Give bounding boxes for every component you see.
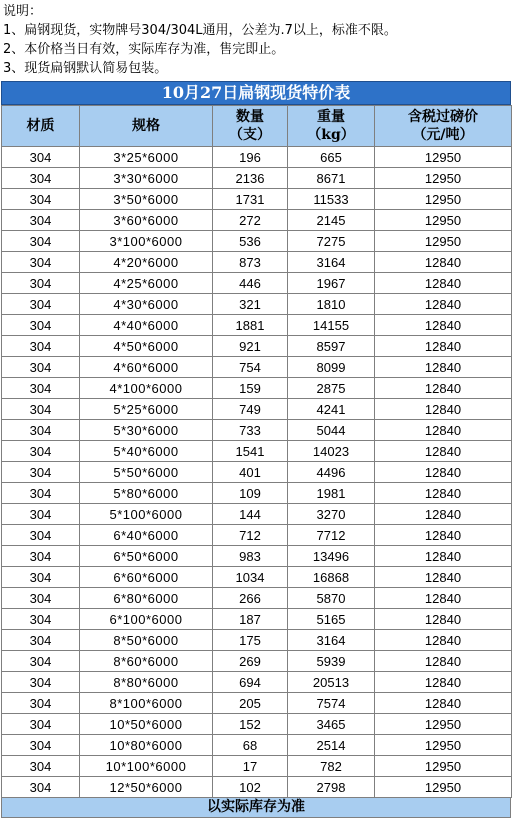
cell-quantity: 102 — [213, 777, 288, 798]
cell-quantity: 272 — [213, 210, 288, 231]
table-row — [2, 504, 512, 525]
table-row — [2, 441, 512, 462]
cell-weight: 1981 — [288, 483, 375, 504]
cell-quantity: 205 — [213, 693, 288, 714]
cell-weight: 3465 — [288, 714, 375, 735]
cell-price: 12840 — [375, 693, 512, 714]
cell-spec: 4*25*6000 — [80, 273, 213, 294]
cell-quantity: 196 — [213, 147, 288, 168]
cell-price: 12840 — [375, 630, 512, 651]
cell-weight: 5939 — [288, 651, 375, 672]
cell-spec: 10*100*6000 — [80, 756, 213, 777]
cell-quantity: 536 — [213, 231, 288, 252]
cell-weight: 5870 — [288, 588, 375, 609]
table-row — [2, 672, 512, 693]
cell-quantity: 187 — [213, 609, 288, 630]
cell-material: 304 — [2, 420, 80, 441]
table-row — [2, 168, 512, 189]
cell-quantity: 754 — [213, 357, 288, 378]
cell-weight: 1967 — [288, 273, 375, 294]
cell-spec: 8*100*6000 — [80, 693, 213, 714]
note-item: 3、现货扁钢默认简易包装。 — [3, 61, 168, 76]
cell-price: 12950 — [375, 777, 512, 798]
cell-spec: 4*20*6000 — [80, 252, 213, 273]
cell-weight: 2514 — [288, 735, 375, 756]
table-row — [2, 399, 512, 420]
table-row — [2, 525, 512, 546]
note-item: 1、扁钢现货，实物牌号304/304L通用，公差为.7以上，标准不限。 — [3, 23, 397, 38]
table-footer: 以实际库存为准 — [1, 797, 511, 818]
cell-material: 304 — [2, 546, 80, 567]
cell-price: 12840 — [375, 399, 512, 420]
table-row — [2, 294, 512, 315]
cell-material: 304 — [2, 777, 80, 798]
cell-weight: 11533 — [288, 189, 375, 210]
cell-quantity: 694 — [213, 672, 288, 693]
cell-price: 12950 — [375, 231, 512, 252]
cell-quantity: 321 — [213, 294, 288, 315]
cell-price: 12840 — [375, 357, 512, 378]
cell-quantity: 144 — [213, 504, 288, 525]
table-title: 10月27日扁钢现货特价表 — [1, 81, 511, 105]
cell-spec: 5*30*6000 — [80, 420, 213, 441]
cell-weight: 2798 — [288, 777, 375, 798]
cell-quantity: 2136 — [213, 168, 288, 189]
cell-weight: 665 — [288, 147, 375, 168]
cell-spec: 12*50*6000 — [80, 777, 213, 798]
table-row — [2, 630, 512, 651]
cell-price: 12840 — [375, 420, 512, 441]
cell-price: 12840 — [375, 672, 512, 693]
table-header — [2, 106, 512, 147]
cell-material: 304 — [2, 147, 80, 168]
cell-quantity: 266 — [213, 588, 288, 609]
cell-spec: 3*60*6000 — [80, 210, 213, 231]
cell-price: 12840 — [375, 294, 512, 315]
cell-spec: 4*30*6000 — [80, 294, 213, 315]
table-row — [2, 252, 512, 273]
cell-material: 304 — [2, 756, 80, 777]
cell-spec: 5*100*6000 — [80, 504, 213, 525]
cell-quantity: 68 — [213, 735, 288, 756]
cell-quantity: 921 — [213, 336, 288, 357]
cell-weight: 8597 — [288, 336, 375, 357]
cell-price: 12950 — [375, 756, 512, 777]
cell-quantity: 401 — [213, 462, 288, 483]
cell-spec: 5*25*6000 — [80, 399, 213, 420]
cell-weight: 5044 — [288, 420, 375, 441]
cell-quantity: 175 — [213, 630, 288, 651]
cell-material: 304 — [2, 441, 80, 462]
cell-price: 12840 — [375, 651, 512, 672]
cell-material: 304 — [2, 588, 80, 609]
cell-price: 12840 — [375, 273, 512, 294]
header-spec: 规格 — [80, 106, 213, 147]
cell-weight: 13496 — [288, 546, 375, 567]
cell-material: 304 — [2, 735, 80, 756]
cell-spec: 5*40*6000 — [80, 441, 213, 462]
cell-material: 304 — [2, 504, 80, 525]
cell-spec: 8*50*6000 — [80, 630, 213, 651]
cell-material: 304 — [2, 210, 80, 231]
cell-spec: 8*80*6000 — [80, 672, 213, 693]
cell-quantity: 446 — [213, 273, 288, 294]
cell-material: 304 — [2, 315, 80, 336]
header-quantity: 数量 （支） — [213, 106, 288, 147]
cell-weight: 7712 — [288, 525, 375, 546]
table-row — [2, 777, 512, 798]
cell-material: 304 — [2, 672, 80, 693]
cell-spec: 5*50*6000 — [80, 462, 213, 483]
cell-quantity: 1881 — [213, 315, 288, 336]
cell-weight: 3164 — [288, 630, 375, 651]
table-row — [2, 735, 512, 756]
cell-weight: 14023 — [288, 441, 375, 462]
cell-weight: 3164 — [288, 252, 375, 273]
cell-spec: 4*40*6000 — [80, 315, 213, 336]
cell-weight: 7275 — [288, 231, 375, 252]
cell-material: 304 — [2, 168, 80, 189]
cell-spec: 6*50*6000 — [80, 546, 213, 567]
cell-weight: 782 — [288, 756, 375, 777]
cell-price: 12840 — [375, 462, 512, 483]
table-row — [2, 609, 512, 630]
cell-weight: 8671 — [288, 168, 375, 189]
cell-spec: 6*60*6000 — [80, 567, 213, 588]
cell-weight: 2145 — [288, 210, 375, 231]
cell-price: 12840 — [375, 546, 512, 567]
cell-spec: 6*100*6000 — [80, 609, 213, 630]
cell-material: 304 — [2, 357, 80, 378]
note-item: 2、本价格当日有效，实际库存为准，售完即止。 — [3, 42, 285, 57]
cell-price: 12840 — [375, 483, 512, 504]
table-row — [2, 357, 512, 378]
table-row — [2, 567, 512, 588]
cell-quantity: 109 — [213, 483, 288, 504]
cell-material: 304 — [2, 483, 80, 504]
cell-weight: 3270 — [288, 504, 375, 525]
table-row — [2, 483, 512, 504]
cell-spec: 4*60*6000 — [80, 357, 213, 378]
cell-material: 304 — [2, 567, 80, 588]
cell-price: 12840 — [375, 504, 512, 525]
cell-material: 304 — [2, 609, 80, 630]
header-material: 材质 — [2, 106, 80, 147]
cell-quantity: 1541 — [213, 441, 288, 462]
cell-spec: 3*25*6000 — [80, 147, 213, 168]
cell-spec: 8*60*6000 — [80, 651, 213, 672]
cell-material: 304 — [2, 462, 80, 483]
header-row — [2, 106, 512, 147]
cell-price: 12950 — [375, 168, 512, 189]
cell-weight: 4496 — [288, 462, 375, 483]
cell-material: 304 — [2, 630, 80, 651]
cell-price: 12840 — [375, 315, 512, 336]
cell-weight: 7574 — [288, 693, 375, 714]
notes-section — [0, 0, 512, 80]
cell-spec: 3*30*6000 — [80, 168, 213, 189]
cell-quantity: 159 — [213, 378, 288, 399]
cell-spec: 10*80*6000 — [80, 735, 213, 756]
cell-spec: 6*80*6000 — [80, 588, 213, 609]
cell-material: 304 — [2, 399, 80, 420]
cell-material: 304 — [2, 336, 80, 357]
table-row — [2, 189, 512, 210]
cell-quantity: 1034 — [213, 567, 288, 588]
cell-spec: 3*50*6000 — [80, 189, 213, 210]
table-row — [2, 462, 512, 483]
table-row — [2, 273, 512, 294]
cell-price: 12840 — [375, 336, 512, 357]
table-row — [2, 336, 512, 357]
cell-weight: 5165 — [288, 609, 375, 630]
cell-spec: 4*100*6000 — [80, 378, 213, 399]
cell-price: 12840 — [375, 609, 512, 630]
table-body — [2, 147, 512, 798]
cell-quantity: 733 — [213, 420, 288, 441]
cell-price: 12950 — [375, 714, 512, 735]
cell-quantity: 712 — [213, 525, 288, 546]
cell-spec: 5*80*6000 — [80, 483, 213, 504]
table-row — [2, 756, 512, 777]
table-row — [2, 315, 512, 336]
cell-material: 304 — [2, 378, 80, 399]
cell-material: 304 — [2, 693, 80, 714]
table-row — [2, 231, 512, 252]
cell-material: 304 — [2, 294, 80, 315]
price-table — [1, 105, 512, 798]
cell-price: 12950 — [375, 735, 512, 756]
cell-material: 304 — [2, 252, 80, 273]
table-row — [2, 147, 512, 168]
cell-spec: 10*50*6000 — [80, 714, 213, 735]
cell-spec: 6*40*6000 — [80, 525, 213, 546]
cell-quantity: 749 — [213, 399, 288, 420]
cell-material: 304 — [2, 189, 80, 210]
table-row — [2, 210, 512, 231]
cell-price: 12950 — [375, 210, 512, 231]
cell-spec: 4*50*6000 — [80, 336, 213, 357]
cell-material: 304 — [2, 714, 80, 735]
cell-spec: 3*100*6000 — [80, 231, 213, 252]
cell-quantity: 17 — [213, 756, 288, 777]
cell-price: 12840 — [375, 588, 512, 609]
cell-weight: 8099 — [288, 357, 375, 378]
cell-material: 304 — [2, 273, 80, 294]
cell-price: 12950 — [375, 189, 512, 210]
cell-price: 12840 — [375, 441, 512, 462]
notes-heading: 说明： — [3, 4, 43, 19]
table-row — [2, 714, 512, 735]
table-row — [2, 693, 512, 714]
header-weight: 重量 （kg） — [288, 106, 375, 147]
cell-weight: 2875 — [288, 378, 375, 399]
cell-price: 12840 — [375, 525, 512, 546]
cell-quantity: 269 — [213, 651, 288, 672]
cell-material: 304 — [2, 231, 80, 252]
cell-quantity: 152 — [213, 714, 288, 735]
cell-weight: 20513 — [288, 672, 375, 693]
cell-weight: 4241 — [288, 399, 375, 420]
cell-price: 12950 — [375, 147, 512, 168]
cell-weight: 1810 — [288, 294, 375, 315]
cell-price: 12840 — [375, 378, 512, 399]
table-row — [2, 378, 512, 399]
table-row — [2, 588, 512, 609]
cell-quantity: 983 — [213, 546, 288, 567]
header-price: 含税过磅价 （元/吨） — [375, 106, 512, 147]
table-row — [2, 546, 512, 567]
cell-material: 304 — [2, 525, 80, 546]
cell-weight: 16868 — [288, 567, 375, 588]
cell-quantity: 1731 — [213, 189, 288, 210]
cell-price: 12840 — [375, 567, 512, 588]
cell-material: 304 — [2, 651, 80, 672]
cell-weight: 14155 — [288, 315, 375, 336]
cell-price: 12840 — [375, 252, 512, 273]
table-row — [2, 420, 512, 441]
table-row — [2, 651, 512, 672]
cell-quantity: 873 — [213, 252, 288, 273]
